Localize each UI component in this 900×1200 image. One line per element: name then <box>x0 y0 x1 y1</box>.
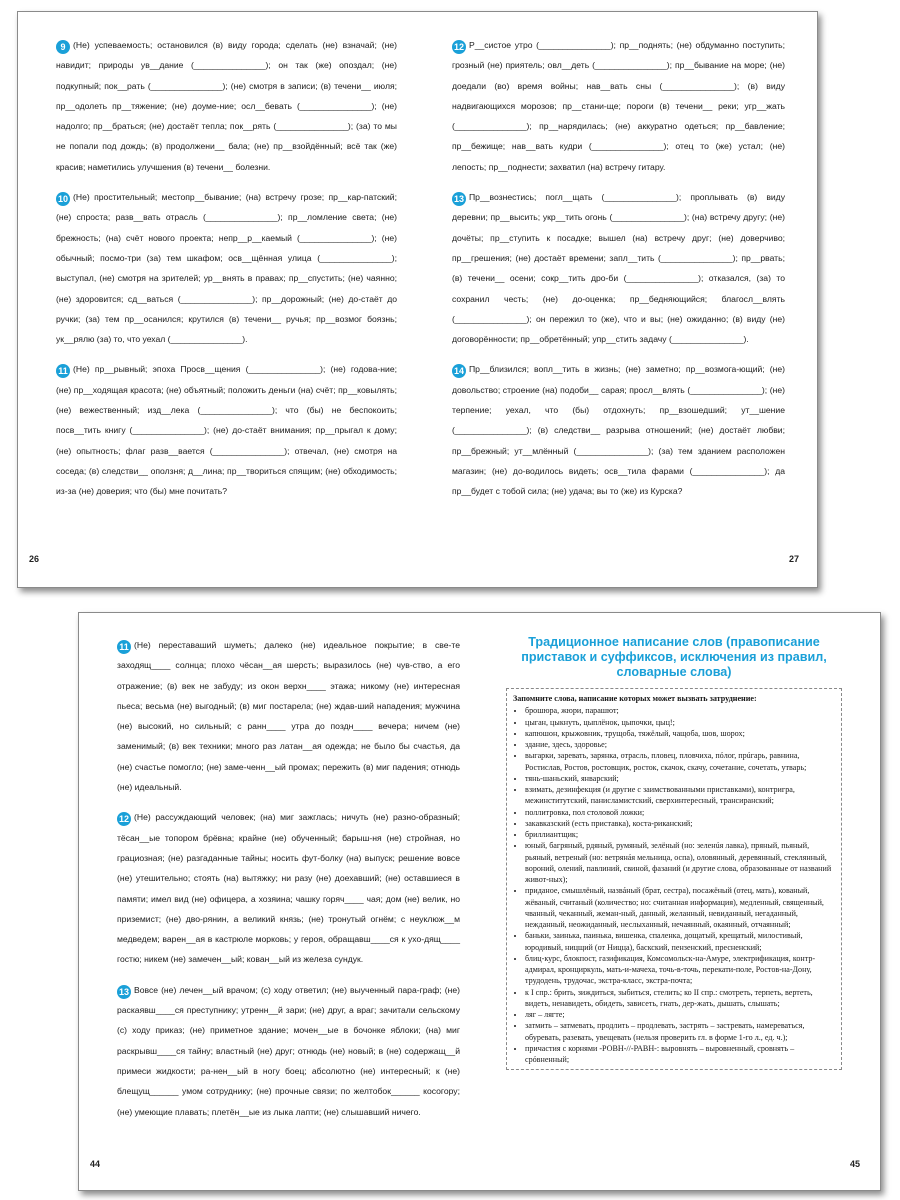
word-list-item: • взимать, дезинфекция (и другие с заимствованными приставками), контригра, межинститутский, панисламистский, сверхинтересный, трансиранский; <box>525 784 835 807</box>
word-list-item: • здание, здесь, здоровье; <box>525 739 835 750</box>
exercise-number-badge: 11 <box>117 640 131 654</box>
exercise-13 <box>452 187 785 349</box>
page-45 <box>506 635 842 1070</box>
rule-box <box>506 688 842 1070</box>
exercise-14 <box>452 359 785 501</box>
exercise-9 <box>56 35 397 177</box>
word-list-item: • брошюра, жюри, парашют; <box>525 705 835 716</box>
exercise-text: (Не) успеваемость; остановился (в) виду города; сделать (не) взначай; (не) навидит; природы ув__дание (_______________); он так (же) опоздал; (не) подкупный; пок__рать (_______________); (не) смотря в записи; (в) течени__ июля; пр__одолеть пр__тяжение; (не) доуме-ние; осл__бевать (_______________); (не) надолго; пр__браться; (не) достаёт тепла; пок__рять (_______________); (за) то мы не попали под дождь; (в) продолжени__ бала; (не) пр__взойдённый; всё так (же) красив; наметились улучшения (в) течени__ болезни. <box>56 40 397 172</box>
exercise-text: (Не) простительный; местопр__бывание; (на) встречу грозе; пр__кар-патский; (не) спроста; разв__вать отрасль (_______________); пр__ломление света; (не) брежность; (на) счёт нового проекта; непр__р__каемый (_______________); (не) обычный; посмо-три (за) тем шкафом; осв__щённая улица (_______________); выступал, (не) смотря на зрителей; ур__внять в правах; пр__спустить; (не) чаянно; (не) здоровится; сд__ваться (_______________); пр__дорожный; (не) до-стаёт до ручки; (за) тем пр__осанился; крутился (в) течени__ ручья; пр__возмог боязнь; ук__рялю (за) то, что уехал (_______________). <box>56 192 397 345</box>
exercise-number-badge: 13 <box>453 194 464 205</box>
word-list-item: • к I спр.: брить, зиждиться, зыбиться, стелить; ко II спр.: смотреть, терпеть, вертеть, видеть, ненавидеть, обидеть, зависеть, гнать, дер-жать, дышать, слышать; <box>525 987 835 1010</box>
word-list-item: • выгарки, заревать, зарянка, отрасль, пловец, пловчиха, пóлог, прúгарь, равнина, Ростислав, Ростов, ростовщик, росток, скачок, скачу, сочетание, сочетать, утварь; <box>525 750 835 773</box>
exercise-number-badge: 10 <box>57 194 68 205</box>
word-list-item: • ляг – лягте; <box>525 1009 835 1020</box>
exercise-text: Р__систое утро (_______________); пр__поднять; (не) обдуманно поступить; грозный (не) приятель; овл__деть (_______________); пр__бывание на море; (не) доедали (во) время войны; нав__вать сны (_______________); (в) виду надвигающихся морозов; пр__стани-ще; пороги (в) течени__ реки; угр__жать (_______________); пр__нарядилась; (не) аккуратно одеться; пр__бавление; пр__бежище; нав__вать кудри (_______________); отец то (же) устал; (не) лепость; пр__поднести; захватил (на) встречу гитару. <box>452 40 785 172</box>
word-list-item: • цыган, цыкнуть, цыплёнок, цыпочки, цыц!; <box>525 717 835 728</box>
word-list-item: • закавказский (есть приставка), коста-риканский; <box>525 818 835 829</box>
page-number: 27 <box>788 554 799 564</box>
exercise-text: Пр__вознестись; погл__щать (_______________); проплывать (в) виду деревни; пр__высить; укр__тить огонь (_______________); (на) встречу другу; (не) дочёты; пр__ступить к посадке; вышел (на) встречу друг; (не) доверчиво; пр__грешения; (не) достаёт времени; запл__тить (_______________); пр__рвать; (в) течени__ осени; сокр__тить дро-би (_______________); отказался, (за) то сохранил честь; (не) до-оценка; пр__бедняющийся; благосл__влять (_______________); он пережил то (же), что и вы; (не) ожиданно; (в) виду (не) договорённости; пр__обретённый; упр__стить задачу (_______________). <box>452 192 785 345</box>
word-list-item: • блиц-курс, блокпост, газификация, Комсомольск-на-Амуре, электрификация, контр-адмирал, кронциркуль, мать-и-мачеха, точь-в-точь, перекати-поле, Ростов-на-Дону, трудодень, трудочас, экстра-класс, экстра-почта; <box>525 953 835 987</box>
exercise-13 <box>117 980 460 1122</box>
exercise-number-badge: 12 <box>118 814 129 825</box>
word-list-item: • затмить – затмевать, продлить – продлевать, застрять – застревать, намереваться, обуревать, разевать, увещевать (нельзя проверить гл. в форме 1-го л., ед. ч.); <box>525 1020 835 1043</box>
word-list-item: • бриллиантщик; <box>525 829 835 840</box>
exercise-number-badge: 13 <box>118 986 129 997</box>
word-list-item: • приданое, смышлёный, назвáный (брат, сестра), посажёный (отец, мать), кованый, жёваный, считаный (количество; но: считанная информация), медленный, священный, чванный, чеканный, жеман-ный, данный, желанный, невиданный, негаданный, нежданный, неожиданный, неслыханный, нечаянный, окаянный, отчаянный; <box>525 885 835 930</box>
word-list-item: • тянь-шаньский, январский; <box>525 773 835 784</box>
rule-box-title: Запомните слова, написание которых может вызвать затруднение: <box>513 694 757 703</box>
page-44 <box>117 635 460 1132</box>
exercise-number-badge: 14 <box>453 366 464 377</box>
spread-top <box>17 11 818 588</box>
exercise-text: Пр__близился; вопл__тить в жизнь; (не) заметно; пр__возмога-ющий; (не) довольство; строение (на) подоби__ сарая; просл__влять (_______________); (не) терпение; уехал, что (бы) отдохнуть; пр__взошедший; ут__шение (_______________); (в) следстви__ разрыва отношений; (не) достаёт любви; пр__брежный; ут__млённый (_______________); (за) тем зданием расположен магазин; (не) до-водилось видеть; осв__тила фарами (_______________); да пр__будет с тобой сила; (не) удача; вы то (же) из Курска? <box>452 364 785 497</box>
page-number: 45 <box>849 1159 860 1169</box>
page-27 <box>452 35 785 512</box>
word-list-item: • капюшон, крыжовник, трущоба, тяжёлый, чащоба, шов, шорох; <box>525 728 835 739</box>
word-list-item: • юный, багряный, рдяный, румяный, зелёный (но: зеленúя лавка), пряный, пьяный, рьяный, ветреный (но: ветрянáя мельница, оспа), оловянный, деревянный, стеклянный, вороний, олений, павлиний, свиной, фазаний (и другие слова, образованные от названий живот-ных); <box>525 840 835 885</box>
exercise-11 <box>56 359 397 501</box>
page-number: 44 <box>90 1159 101 1169</box>
word-list-item: • баньки, заинька, паинька, вишенка, спаленка, дощатый, крещатый, милостивый, юродивый, ницщий (от Ницца), баскский, пензенский, пресненский; <box>525 930 835 953</box>
exercise-number-badge: 9 <box>56 40 70 54</box>
exercise-text: (Не) пр__рывный; эпоха Просв__щения (_______________); (не) годова-ние; (не) пр__ходящая красота; (не) объятный; положить деньги (на) счёт; пр__ковылять; (не) вежественный; изд__лека (_______________); что (бы) не беспокоить; посв__тить книгу (_______________); (не) до-стаёт внимания; пр__прыгал к дому; (не) опытность; флаг разв__вается (_______________); отвечал, (не) смотря на соседа; (в) следстви__ оползня; д__лина; пр__твориться спящим; (не) обходимость; из-за (не) доверия; что (бы) мне почитать? <box>56 364 397 497</box>
exercise-11 <box>117 635 460 797</box>
exercise-12 <box>452 35 785 177</box>
exercise-text: (Не) рассуждающий человек; (на) миг зажглась; ничуть (не) разно-образный; тёсан__ые топором брёвна; крайне (не) обученный; барыш-ня (не) стройная, но грациозная; (не) разгаданные тайны; носить фут-болку (на) выпуск; решение вовсе (не) утешительно; стоять (на) вытяжку; ни разу (не) доехавший; (не) оставшиеся в памяти; имел вид (не) офицера, а хозяина; чашку горяч____ чая; дом (не) велик, но приземист; (не) дво-рянин, а великий князь; (не) тронутый огнём; с неуклюж__м медведем; варен__ая в кастрюле морковь; у героя, обращавш____ся к ухо-дящ____ гостю; никем (не) замечен__ый; кован__ый из железа сундук. <box>117 812 460 965</box>
page-number: 26 <box>29 554 40 564</box>
exercise-10 <box>56 187 397 349</box>
section-heading: Традиционное написание слов (правописание приставок и суффиксов, исключения из правил, словарные слова) <box>521 635 827 679</box>
word-list <box>513 705 835 1065</box>
spread-bottom <box>78 612 881 1191</box>
page-26 <box>56 35 397 512</box>
exercise-12 <box>117 807 460 969</box>
exercise-number-badge: 11 <box>56 364 70 378</box>
word-list-item: • поллитровка, пол столовой ложки; <box>525 807 835 818</box>
word-list-item: • причастия с корнями -РОВН-//-РАВН-: выровнять – выровненный, сровнять – срóвненный; <box>525 1043 835 1066</box>
exercise-text: (Не) переставаший шуметь; далеко (не) идеальное покрытие; в све-те заходящ____ солнца; плохо чёсан__ая шерсть; выразилось (не) чув-ство, а его отражение; (в) век не забуду; из окон верхн____ этажа; никому (не) интересная пьеса; весьма (не) выгодный; (в) миг постарела; (не) ждав-ший нападения; мужчина (не) высокий, но сильный; с ранн____ утра до поздн____ вечера; ничем (не) заменимый; (в) век техники; много раз латан__ая одежда; не было бы счастья, да (не) счастье помогло; (не) заме-ченн__ый промах; пережить (в) миг падения; отнюдь (не) идеальный. <box>117 640 460 793</box>
exercise-text: Вовсе (не) лечен__ый врачом; (с) ходу ответил; (не) выученный пара-граф; (не) раскаявш____ся преступнику; утренн__й зари; (не) друг, а враг; зачитали сельскому (с) ходу приказ; (не) приметное здание; мочен__ые в бочонке яблоки; (на) миг раскрывш____ся тайну; властный (не) друг; отнюдь (не) новый; в (не) содержащ__й примеси жидкости; ра-нен__ый в ногу боец; абсолютно (не) интересный; к (не) блещущ______ умом сотруднику; (не) прочные связи; по желтобок______ косогору; (не) умеющие плавать; плетён__ые из лыка лапти; (не) слышавший ничего. <box>117 984 460 1117</box>
exercise-number-badge: 12 <box>453 42 464 52</box>
